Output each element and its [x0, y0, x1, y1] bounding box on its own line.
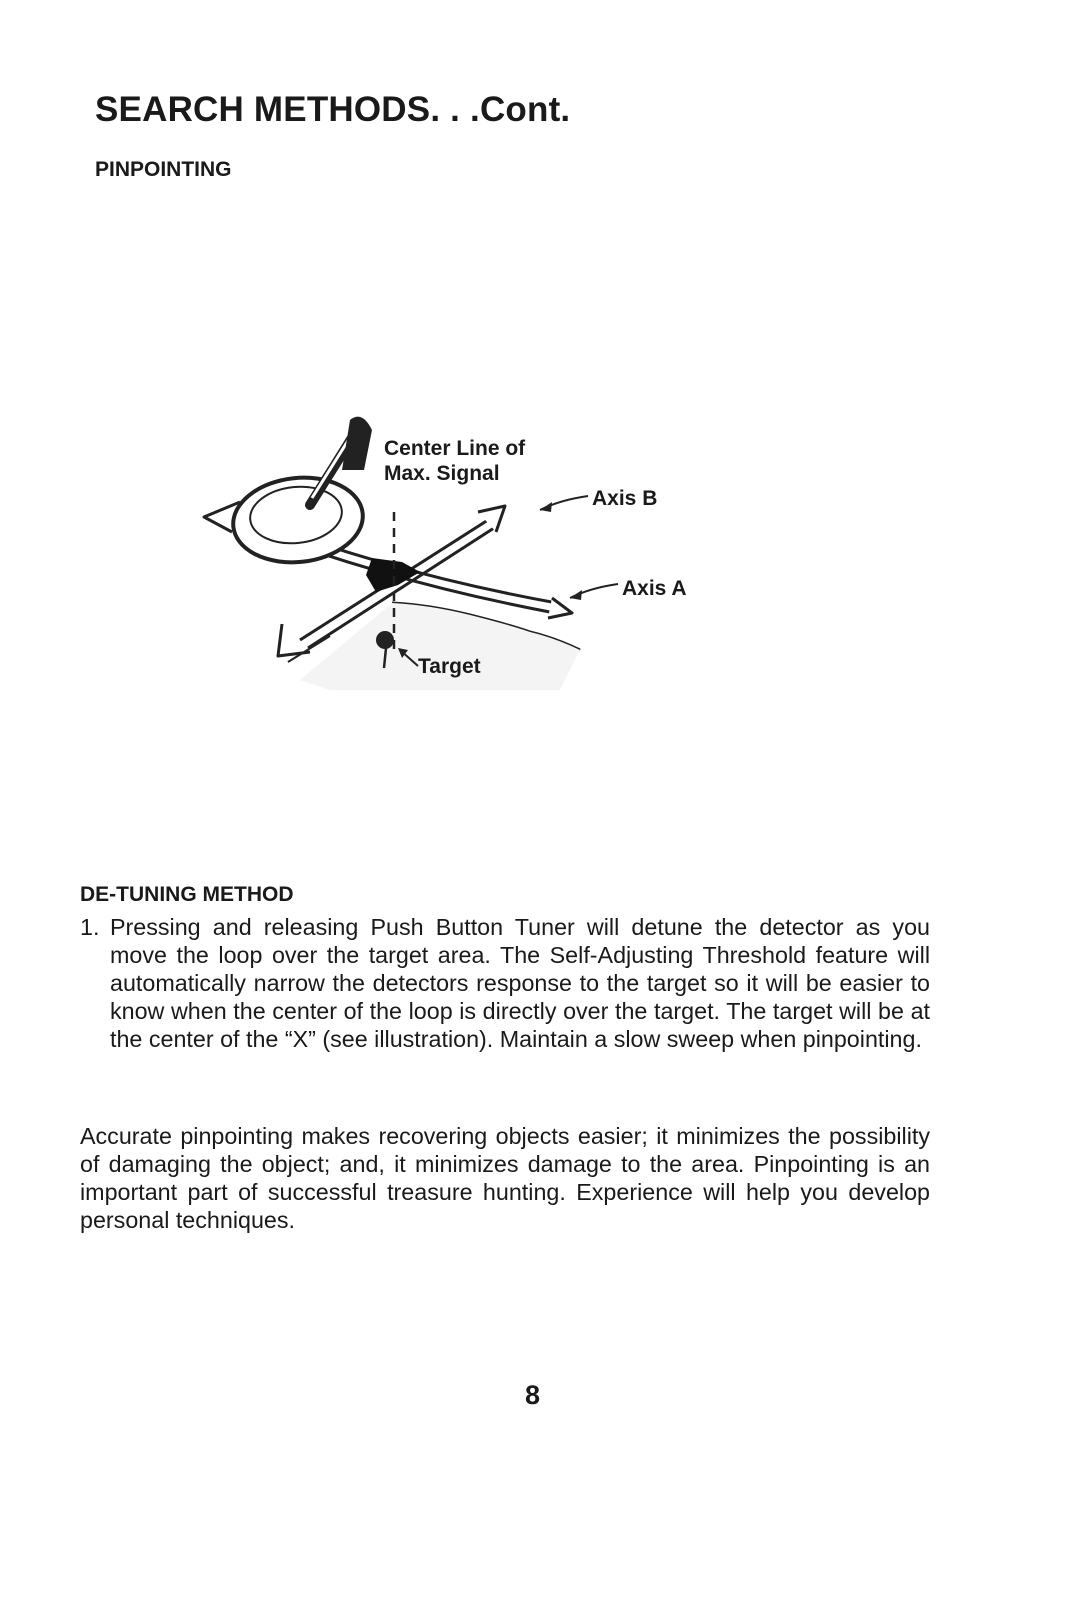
axis-a-label: Axis A — [622, 577, 687, 600]
pinpointing-illustration — [0, 0, 1083, 760]
detector-handle — [342, 417, 372, 470]
center-line-label: Center Line of — [384, 437, 526, 460]
axis-a-head-right — [548, 598, 572, 618]
target-label: Target — [418, 655, 481, 678]
axis-a-leader-tip — [570, 590, 582, 600]
page-title: SEARCH METHODS. . .Cont. — [95, 90, 571, 129]
max-signal-label: Max. Signal — [384, 462, 500, 485]
page-number: 8 — [525, 1380, 541, 1410]
step-number: 1. — [80, 914, 100, 940]
step-item — [80, 913, 930, 1053]
step-text: Pressing and releasing Push Button Tuner will detune the detector as you move the loop over the target area. The Self-Adjusting Threshold feature will automatically narrow the detectors response to the target so it will be easier to know when the center of the loop is directly over the target. The target will be at the center of the “X” (see illustration). Maintain a slow sweep when pinpointing. — [110, 914, 930, 1052]
target-object — [376, 631, 394, 649]
detuning-steps — [80, 913, 930, 1053]
section-subtitle: PINPOINTING — [95, 158, 232, 181]
pinpointing-diagram — [0, 0, 1083, 760]
closing-paragraph: Accurate pinpointing makes recovering objects easier; it minimizes the possibility of damaging the object; and, it minimizes damage to the area. Pinpointing is an important part of successful treasure hunting. Experience will help you develop personal techniques. — [80, 1123, 930, 1233]
axis-b-label: Axis B — [592, 487, 658, 510]
axis-b-leader-tip — [540, 502, 552, 512]
detuning-heading: DE-TUNING METHOD — [80, 883, 294, 906]
